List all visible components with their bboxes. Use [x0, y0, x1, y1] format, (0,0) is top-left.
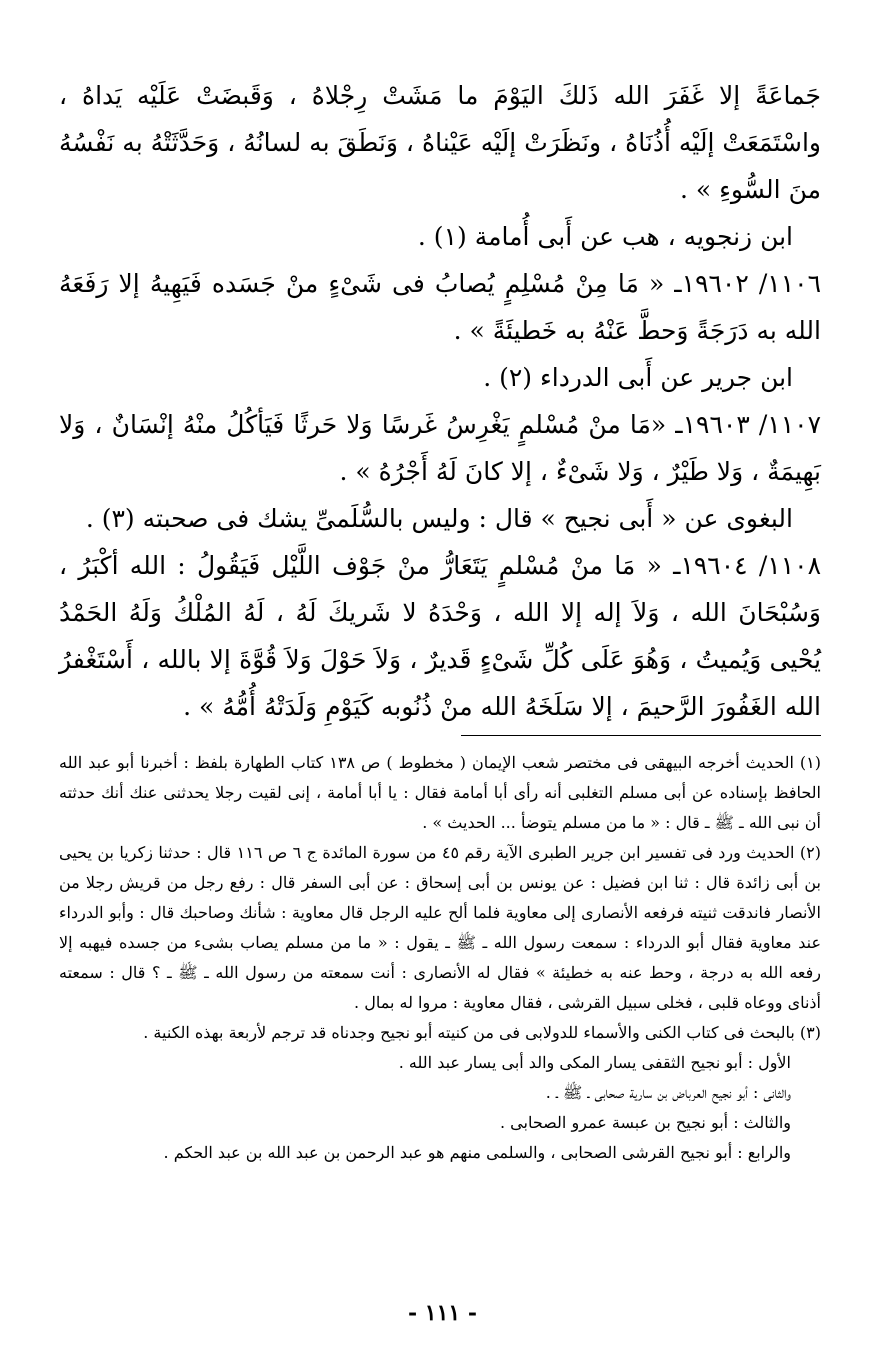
- footnote-3-item: والثالث : أبو نجيح بن عبسة عمرو الصحابى .: [500, 1113, 791, 1132]
- source-line: البغوى عن « أَبى نجيح » قال : وليس بالسُّلَمىِّ يشك فى صحبته (٣) .: [85, 504, 793, 533]
- footnote-1: (١) الحديث أخرجه البيهقى فى مختصر شعب الإيمان ( مخطوط ) ص ١٣٨ كتاب الطهارة بلفظ : أخبرنا أبو عبد الله الحافظ بإسناده عن أبى مسلم التغلبى أنه رأى أبا أمامة فقال : يا أبا أمامة ، إنى لقيت رجلا يحدثنى عنك أنك حدثته أن نبى الله ـ ﷺ ـ قال : « ما من مسلم يتوضأ ... الحديث » .: [59, 753, 821, 832]
- footnote-3-item: الأول : أبو نجيح الثقفى يسار المكى والد أبى يسار عبد الله .: [398, 1053, 791, 1072]
- footnote-3: (٣) بالبحث فى كتاب الكنى والأسماء للدولابى فى من كنيته أبو نجيح وجدناه قد ترجم لأربعة بهذه الكنية .: [143, 1023, 821, 1042]
- footnote-divider: [461, 735, 821, 736]
- footnote-2: (٢) الحديث ورد فى تفسير ابن جرير الطبرى الآية رقم ٤٥ من سورة المائدة ج ٦ ص ١١٦ قال : حدثنا زكريا بن يحيى بن أبى زائدة قال : ثنا ابن فضيل : عن يونس بن أبى إسحاق : عن أبى السفر قال : رفع رجل من قريش رجلا من الأنصار فاندقت ثنيته فرفعه الأنصارى إلى معاوية فلما ألح عليه الرجل قال معاوية : شأنك وصاحبك قال : وأبو الدرداء عند معاوية فقال أبو الدرداء : سمعت رسول الله ـ ﷺ ـ يقول : « ما من مسلم يصاب بشىء من جسده فيهبه إلا رفعه الله به درجة ، وحط عنه به خطيئة » فقال له الأنصارى : أنت سمعته من رسول الله ـ ﷺ ـ ؟ قال : سمعته أذناى ووعاه قلبى ، فخلى سبيل القرشى ، فقال معاوية : مروا له بمال .: [59, 843, 822, 1012]
- hadith-1107: ١١٠٧/ ١٩٦٠٣ـ «مَا منْ مُسْلمٍ يَغْرِسُ غَرسًا وَلا حَرثًا فَيَأكُلُ منْهُ إنْسَانٌ ، وَلا بَهِيمَةٌ ، وَلا طَيْرٌ ، وَلا شَىْءٌ ، إلا كانَ لَهُ أَجْرُهُ » .: [59, 410, 821, 486]
- source-line: ابن زنجويه ، هب عن أَبى أُمامة (١) .: [417, 222, 793, 251]
- hadith-1106: ١١٠٦/ ١٩٦٠٢ـ « مَا مِنْ مُسْلِمٍ يُصابُ فى شَىْءٍ منْ جَسَده فَيَهِيهُ إلا رَفَعَهُ الله به دَرَجَةً وَحطَّ عَنْهُ به خَطيئَةً » .: [59, 269, 821, 345]
- footnote-3-item: والرابع : أبو نجيح القرشى الصحابى ، والسلمى منهم هو عبد الرحمن بن عبد الله بن عبد الحكم .: [163, 1143, 791, 1162]
- footnotes: [59, 748, 821, 1168]
- footnote-3-item: والثانى : أبو نجيح العرباض بن سارية صحابى ـ ﷺ ـ .: [545, 1083, 791, 1102]
- hadith-1108: ١١٠٨/ ١٩٦٠٤ـ « مَا منْ مُسْلمٍ يَتَعَارُّ منْ جَوْف اللَّيْل فَيَقُولُ : الله أكْبَرُ ، وَسُبْحَانَ الله ، وَلاَ إله إلا الله ، وَحْدَهُ لا شَريكَ لَهُ ، لَهُ المُلْكُ وَلَهُ الحَمْدُ يُحْيى وَيُميتُ ، وَهُوَ عَلَى كُلِّ شَىْءٍ قَديرٌ ، وَلاَ حَوْلَ وَلاَ قُوَّةَ إلا بالله ، أَسْتَغْفرُ الله الغَفُورَ الرَّحيمَ ، إلا سَلَخَهُ الله منْ ذُنُوبه كَيَوْمِ وَلَدَتْهُ أُمُّهُ » .: [59, 551, 821, 721]
- hadith-continuation: جَماعَةً إلا غَفَرَ الله ذَلكَ اليَوْمَ ما مَشَتْ رِجْلاهُ ، وَقَبضَتْ عَلَيْه يَداهُ ، واسْتَمَعَتْ إلَيْه أُذُنَاهُ ، ونَظَرَتْ إلَيْه عَيْناهُ ، وَنَطَقَ به لسانُهُ ، وَحَدَّثَتْهُ به نَفْسُهُ منَ السُّوءِ » .: [59, 81, 821, 204]
- main-text: [59, 72, 821, 730]
- page-number: - ١١١ -: [407, 1300, 478, 1326]
- source-line: ابن جرير عن أَبى الدرداء (٢) .: [483, 363, 793, 392]
